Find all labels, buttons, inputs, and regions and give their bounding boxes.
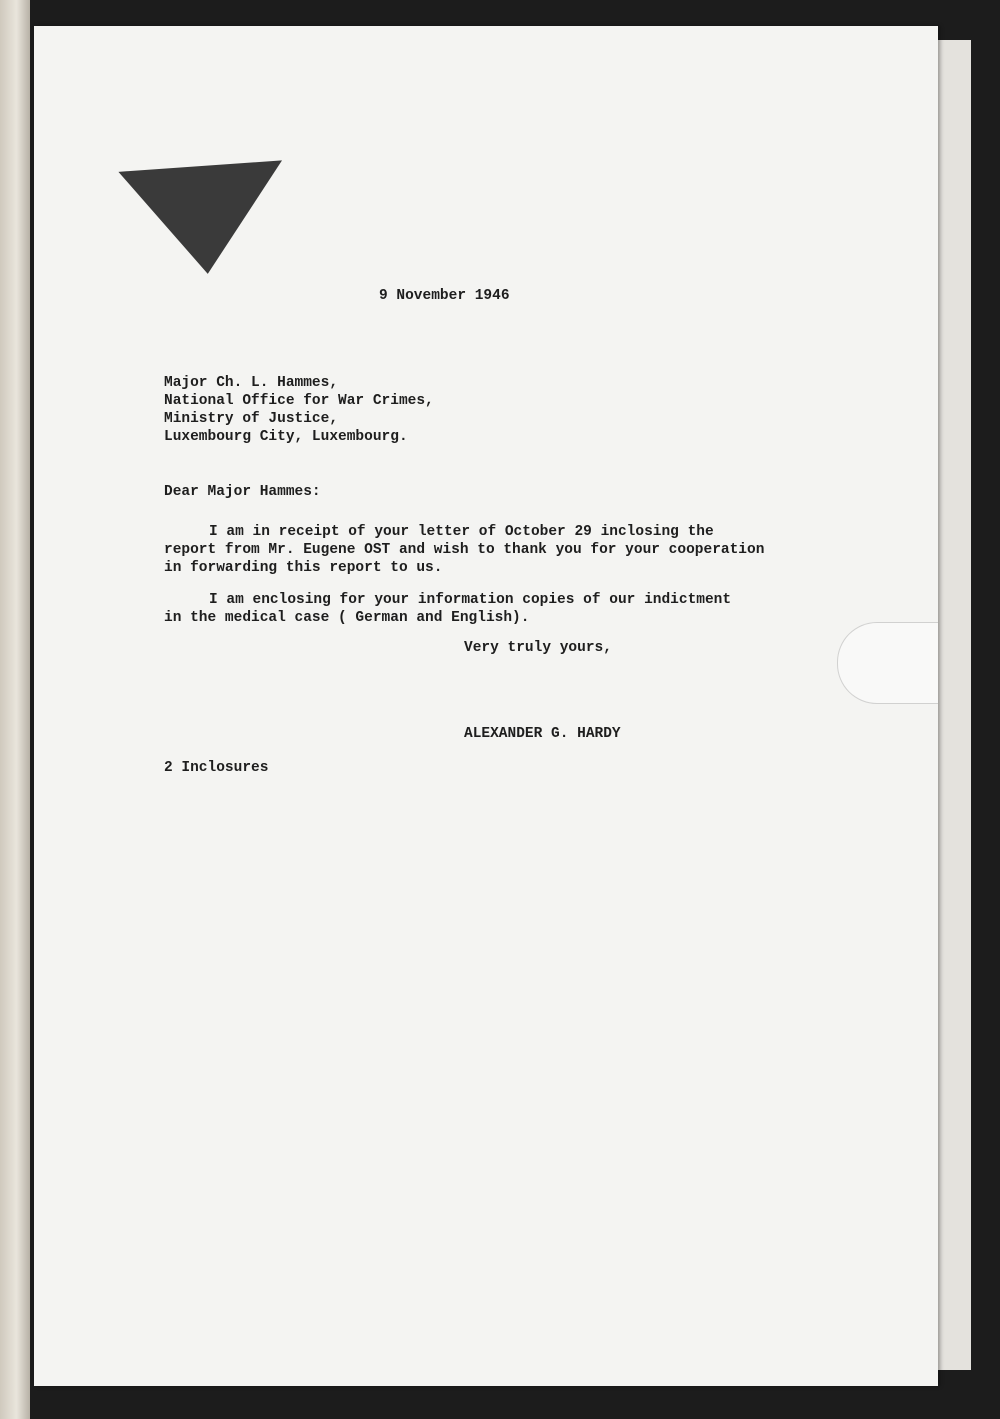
address-line: National Office for War Crimes, [164,393,434,409]
paragraph-line: in the medical case ( German and English). [164,610,530,626]
recipient-address [164,374,434,446]
paragraph-line: I am enclosing for your information copies of our indictment [209,592,732,608]
letter-page [34,26,938,1386]
corner-marker [118,160,289,279]
closing: Very truly yours, [464,640,612,656]
paragraph-line: I am in receipt of your letter of October 29 inclosing the [209,524,714,540]
address-line: Luxembourg City, Luxembourg. [164,429,408,445]
letter-date: 9 November 1946 [379,288,510,304]
paperclip-tab [837,622,938,704]
salutation: Dear Major Hammes: [164,484,321,500]
left-page-edge [0,0,30,1419]
paragraph-line: in forwarding this report to us. [164,560,443,576]
paragraph-enclosing [164,591,824,627]
paragraph-receipt [164,523,824,577]
paragraph-line: report from Mr. Eugene OST and wish to thank you for your cooperation [164,542,765,558]
signer-name: ALEXANDER G. HARDY [464,726,621,742]
address-line: Ministry of Justice, [164,411,339,427]
show-through-text [104,186,864,1246]
enclosures-note: 2 Inclosures [164,760,269,776]
address-line: Major Ch. L. Hammes, [164,375,339,391]
